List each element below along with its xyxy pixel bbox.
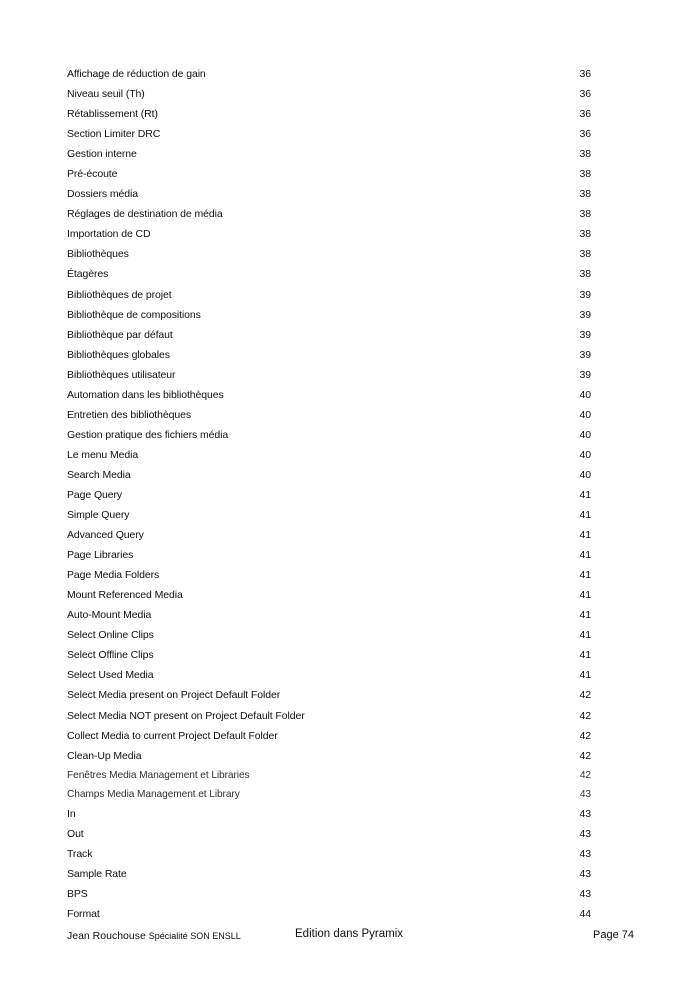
toc-entry-page: 41 [579,549,591,562]
toc-entry-page: 41 [579,609,591,622]
toc-entry-title: Gestion interne [67,148,137,161]
toc-entry[interactable] [67,665,591,685]
toc-entry-title: Select Online Clips [67,629,154,642]
toc-entry[interactable] [67,746,591,766]
toc-entry-title: Page Query [67,489,123,501]
toc-entry-title: Clean-Up Media [67,749,142,762]
toc-entry[interactable] [67,545,591,565]
footer-department: Spécialité SON ENSLL [148,931,241,941]
toc-entry-page: 40 [579,388,591,401]
toc-entry-page: 43 [579,867,591,880]
toc-entry-page: 40 [579,448,591,461]
toc-entry[interactable] [67,645,591,665]
toc-entry-title: Bibliothèque par défaut [67,328,173,341]
toc-entry[interactable] [67,144,591,164]
toc-entry-title: In [67,807,76,820]
toc-entry[interactable] [67,565,591,585]
toc-entry[interactable] [67,405,591,425]
toc-entry-page: 36 [579,68,591,81]
toc-entry[interactable] [67,525,591,545]
footer-document-title: Edition dans Pyramix [295,928,404,940]
toc-entry[interactable] [67,184,591,204]
toc-entry[interactable] [67,64,591,84]
toc-entry-title: Fenêtres Media Management et Libraries [67,769,250,781]
toc-entry-title: Dossiers média [67,188,138,201]
toc-entry-title: Automation dans les bibliothèques [67,388,224,401]
toc-entry[interactable] [67,884,591,904]
toc-entry-title: Sample Rate [67,867,127,880]
footer-page-number: Page 74 [593,929,634,941]
toc-entry-page: 38 [579,148,591,161]
toc-entry[interactable] [67,305,591,325]
toc-entry[interactable] [67,706,591,726]
toc-entry[interactable] [67,804,591,824]
toc-entry-title: Bibliothèques [67,248,129,261]
toc-entry-page: 40 [579,468,591,481]
toc-entry[interactable] [67,345,591,365]
toc-entry-page: 36 [579,108,591,121]
toc-entry-title: Niveau seuil (Th) [67,88,145,101]
toc-entry-title: Section Limiter DRC [67,128,161,141]
toc-entry-page: 36 [579,88,591,101]
toc-entry[interactable] [67,325,591,345]
table-of-contents [67,64,591,924]
toc-entry[interactable] [67,625,591,645]
toc-entry-title: Bibliothèques de projet [67,288,172,301]
toc-entry-page: 38 [579,248,591,261]
toc-entry-page: 44 [579,907,591,920]
toc-entry-page: 40 [579,408,591,421]
toc-entry[interactable] [67,824,591,844]
toc-entry-page: 43 [579,807,591,820]
toc-entry-title: Entretien des bibliothèques [67,408,191,421]
toc-entry[interactable] [67,224,591,244]
toc-entry[interactable] [67,244,591,264]
toc-entry-page: 41 [579,669,591,682]
toc-entry-title: Select Used Media [67,669,154,682]
toc-entry[interactable] [67,84,591,104]
toc-entry-page: 38 [579,168,591,181]
toc-entry-page: 39 [579,288,591,301]
toc-entry-page: 42 [579,729,591,742]
page-footer [67,926,634,946]
toc-entry[interactable] [67,844,591,864]
toc-entry-page: 39 [579,308,591,321]
toc-entry-page: 36 [579,128,591,141]
toc-entry[interactable] [67,385,591,405]
toc-entry-title: Importation de CD [67,228,151,241]
toc-entry-page: 42 [579,749,591,762]
footer-author [67,930,241,942]
toc-entry-page: 38 [579,268,591,281]
toc-entry-title: Rétablissement (Rt) [67,108,158,121]
toc-entry-page: 38 [579,188,591,201]
toc-entry-title: Pré-écoute [67,168,118,181]
toc-entry[interactable] [67,465,591,485]
toc-entry-page: 41 [579,649,591,662]
toc-entry-title: Advanced Query [67,529,144,542]
toc-entry[interactable] [67,124,591,144]
toc-entry[interactable] [67,505,591,525]
toc-entry-title: Format [67,907,100,920]
toc-entry[interactable] [67,766,591,785]
toc-entry[interactable] [67,164,591,184]
toc-entry[interactable] [67,585,591,605]
toc-entry-page: 39 [579,348,591,361]
toc-entry-page: 41 [579,529,591,542]
toc-entry-title: Page Libraries [67,549,134,562]
toc-entry[interactable] [67,685,591,705]
toc-entry-title: Bibliothèques globales [67,348,170,361]
toc-entry[interactable] [67,726,591,746]
toc-entry[interactable] [67,605,591,625]
toc-entry-page: 39 [579,328,591,341]
toc-entry-page: 43 [579,847,591,860]
toc-entry-title: Mount Referenced Media [67,589,183,602]
toc-entry-page: 43 [579,788,591,800]
toc-entry[interactable] [67,425,591,445]
toc-entry-page: 38 [579,228,591,241]
toc-entry-page: 43 [579,827,591,840]
toc-entry-page: 39 [579,368,591,381]
toc-entry[interactable] [67,285,591,305]
toc-entry[interactable] [67,445,591,465]
toc-entry-page: 41 [579,509,591,522]
toc-entry-title: Select Media present on Project Default Folder [67,689,281,702]
toc-entry-title: BPS [67,887,88,900]
toc-entry-page: 41 [579,589,591,602]
toc-entry-page: 41 [579,629,591,642]
toc-entry-title: Gestion pratique des fichiers média [67,428,229,441]
toc-entry-title: Collect Media to current Project Default Folder [67,729,278,742]
toc-entry-title: Réglages de destination de média [67,208,223,221]
footer-author-name: Jean Rouchouse [67,930,146,942]
toc-entry-page: 42 [579,709,591,722]
toc-entry-title: Bibliothèque de compositions [67,308,201,321]
toc-entry-title: Page Media Folders [67,569,160,582]
toc-entry-title: Select Offline Clips [67,649,154,662]
toc-entry[interactable] [67,864,591,884]
toc-entry-page: 42 [579,769,591,781]
toc-entry-title: Track [67,847,93,860]
toc-entry-title: Simple Query [67,509,130,522]
toc-entry[interactable] [67,264,591,284]
toc-entry[interactable] [67,904,591,924]
toc-entry-title: Auto-Mount Media [67,609,152,622]
toc-entry-title: Champs Media Management et Library [67,788,240,800]
toc-entry[interactable] [67,104,591,124]
toc-entry[interactable] [67,204,591,224]
toc-entry[interactable] [67,365,591,385]
toc-entry-title: Bibliothèques utilisateur [67,368,176,381]
toc-entry[interactable] [67,485,591,505]
toc-entry-title: Étagères [67,268,109,281]
toc-entry[interactable] [67,785,591,804]
toc-entry-title: Affichage de réduction de gain [67,68,206,81]
toc-entry-page: 42 [579,689,591,702]
toc-entry-title: Select Media NOT present on Project Default Folder [67,709,305,722]
toc-entry-title: Le menu Media [67,448,139,461]
toc-entry-page: 41 [579,569,591,582]
toc-entry-page: 43 [579,887,591,900]
toc-entry-title: Search Media [67,468,131,481]
toc-entry-page: 38 [579,208,591,221]
toc-entry-page: 41 [579,489,591,501]
toc-entry-page: 40 [579,428,591,441]
toc-entry-title: Out [67,827,84,840]
